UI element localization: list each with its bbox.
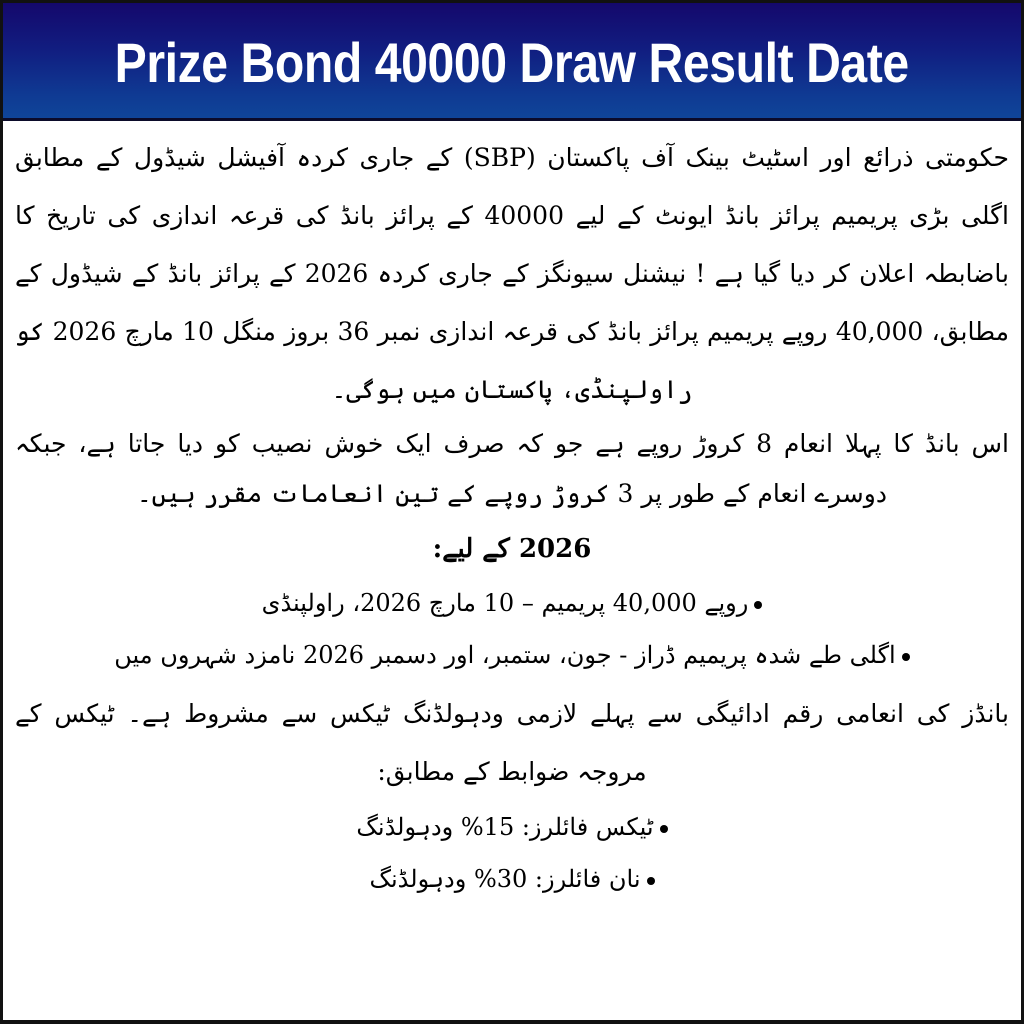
- bullet-icon: [647, 877, 655, 885]
- title-banner: [3, 3, 1021, 121]
- tax-paragraph: بانڈز کی انعامی رقم ادائیگی سے پہلے لازمی ودہولڈنگ ٹیکس سے مشروط ہے۔ ٹیکس کے مروجہ ضوابط کے مطابق:: [15, 699, 1009, 786]
- article-body: [15, 127, 1009, 1012]
- schedule-bullet: [15, 577, 1009, 629]
- schedule-bullet-text: اگلی طے شدہ پریمیم ڈراز - جون، ستمبر، اور دسمبر 2026 نامزد شہروں میں: [114, 641, 896, 669]
- tax-bullet: [15, 853, 1009, 905]
- bullet-icon: [754, 601, 762, 609]
- bullet-icon: [902, 653, 910, 661]
- tax-bullet-text: نان فائلرز: 30% ودہولڈنگ: [369, 865, 641, 893]
- tax-bullet: [15, 801, 1009, 853]
- prize-paragraph: اس بانڈ کا پہلا انعام 8 کروڑ روپے ہے جو کہ صرف ایک خوش نصیب کو دیا جاتا ہے، جبکہ دوسرے انعام کے طور پر 3 کروڑ روپے کے تین انعامات مقرر ہیں۔: [15, 429, 1009, 508]
- year-subheading: 2026 کے لیے:: [432, 534, 592, 564]
- tax-bullet-text: ٹیکس فائلرز: 15% ودہولڈنگ: [356, 813, 654, 841]
- bullet-icon: [660, 825, 668, 833]
- schedule-bullet: [15, 629, 1009, 681]
- page-title: Prize Bond 40000 Draw Result Date: [114, 31, 910, 94]
- intro-paragraph: حکومتی ذرائع اور اسٹیٹ بینک آف پاکستان (SBP) کے جاری کردہ آفیشل شیڈول کے مطابق اگلی بڑی پریمیم پرائز بانڈ ایونٹ کے لیے 40000 کے پرائز بانڈ کی قرعہ اندازی کی تاریخ کا باضابطہ اعلان کر دیا گیا ہے ! نیشنل سیونگز کے جاری کردہ 2026 کے پرائز بانڈ کے شیڈول کے مطابق، 40,000 روپے پریمیم پرائز بانڈ کی قرعہ اندازی نمبر 36 بروز منگل 10 مارچ 2026 کو راولپنڈی، پاکستان میں ہوگی۔: [15, 143, 1010, 404]
- schedule-bullet-text: روپے 40,000 پریمیم – 10 مارچ 2026، راولپنڈی: [261, 589, 749, 617]
